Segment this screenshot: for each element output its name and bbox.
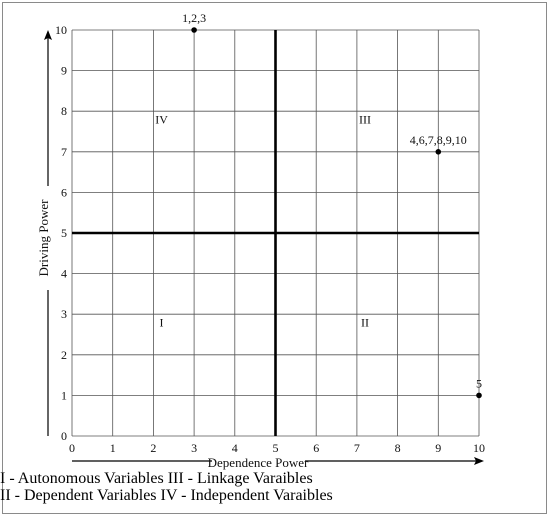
x-tick-label: 3 xyxy=(191,441,198,455)
tick-labels xyxy=(55,23,485,455)
x-tick-label: 0 xyxy=(69,441,75,455)
x-axis-label: Dependence Power xyxy=(207,455,309,470)
legend-line-2: II - Dependent Variables IV - Independent Varaibles xyxy=(0,487,333,504)
axes xyxy=(44,30,484,465)
quadrant-dividers xyxy=(72,30,479,436)
y-tick-label: 8 xyxy=(61,104,67,119)
x-tick-label: 5 xyxy=(272,441,279,455)
y-tick-label: 1 xyxy=(61,388,67,403)
quadrant-labels xyxy=(155,112,371,329)
quadrant-label: III xyxy=(359,112,372,127)
data-point-label: 4,6,7,8,9,10 xyxy=(409,132,467,147)
x-tick-label: 2 xyxy=(150,441,157,455)
x-tick-label: 8 xyxy=(394,441,401,455)
y-tick-label: 3 xyxy=(61,307,67,322)
x-tick-label: 7 xyxy=(353,441,360,455)
y-tick-label: 7 xyxy=(61,144,67,159)
x-tick-label: 9 xyxy=(435,441,442,455)
data-point xyxy=(191,27,197,33)
quadrant-label: I xyxy=(159,315,164,330)
data-point-label: 1,2,3 xyxy=(182,11,207,25)
x-tick-label: 6 xyxy=(313,441,320,455)
data-points xyxy=(182,11,482,398)
data-point-label: 5 xyxy=(476,376,482,391)
y-tick-label: 4 xyxy=(61,266,67,281)
y-tick-label: 5 xyxy=(61,226,67,240)
y-tick-label: 6 xyxy=(61,185,67,200)
y-tick-label: 9 xyxy=(61,63,67,78)
quadrant-label: II xyxy=(361,315,370,330)
y-tick-label: 0 xyxy=(61,429,67,443)
legend-line-1: I - Autonomous Variables III - Linkage Varaibles xyxy=(0,470,313,487)
x-tick-label: 4 xyxy=(231,441,238,455)
data-point xyxy=(476,393,482,399)
quadrant-label: IV xyxy=(155,112,168,127)
y-tick-label: 10 xyxy=(55,23,67,37)
data-point xyxy=(436,149,442,155)
x-tick-label: 1 xyxy=(109,441,116,455)
y-axis-label: Driving Power xyxy=(36,199,51,277)
y-tick-label: 2 xyxy=(61,347,67,362)
x-tick-label: 10 xyxy=(473,441,485,455)
